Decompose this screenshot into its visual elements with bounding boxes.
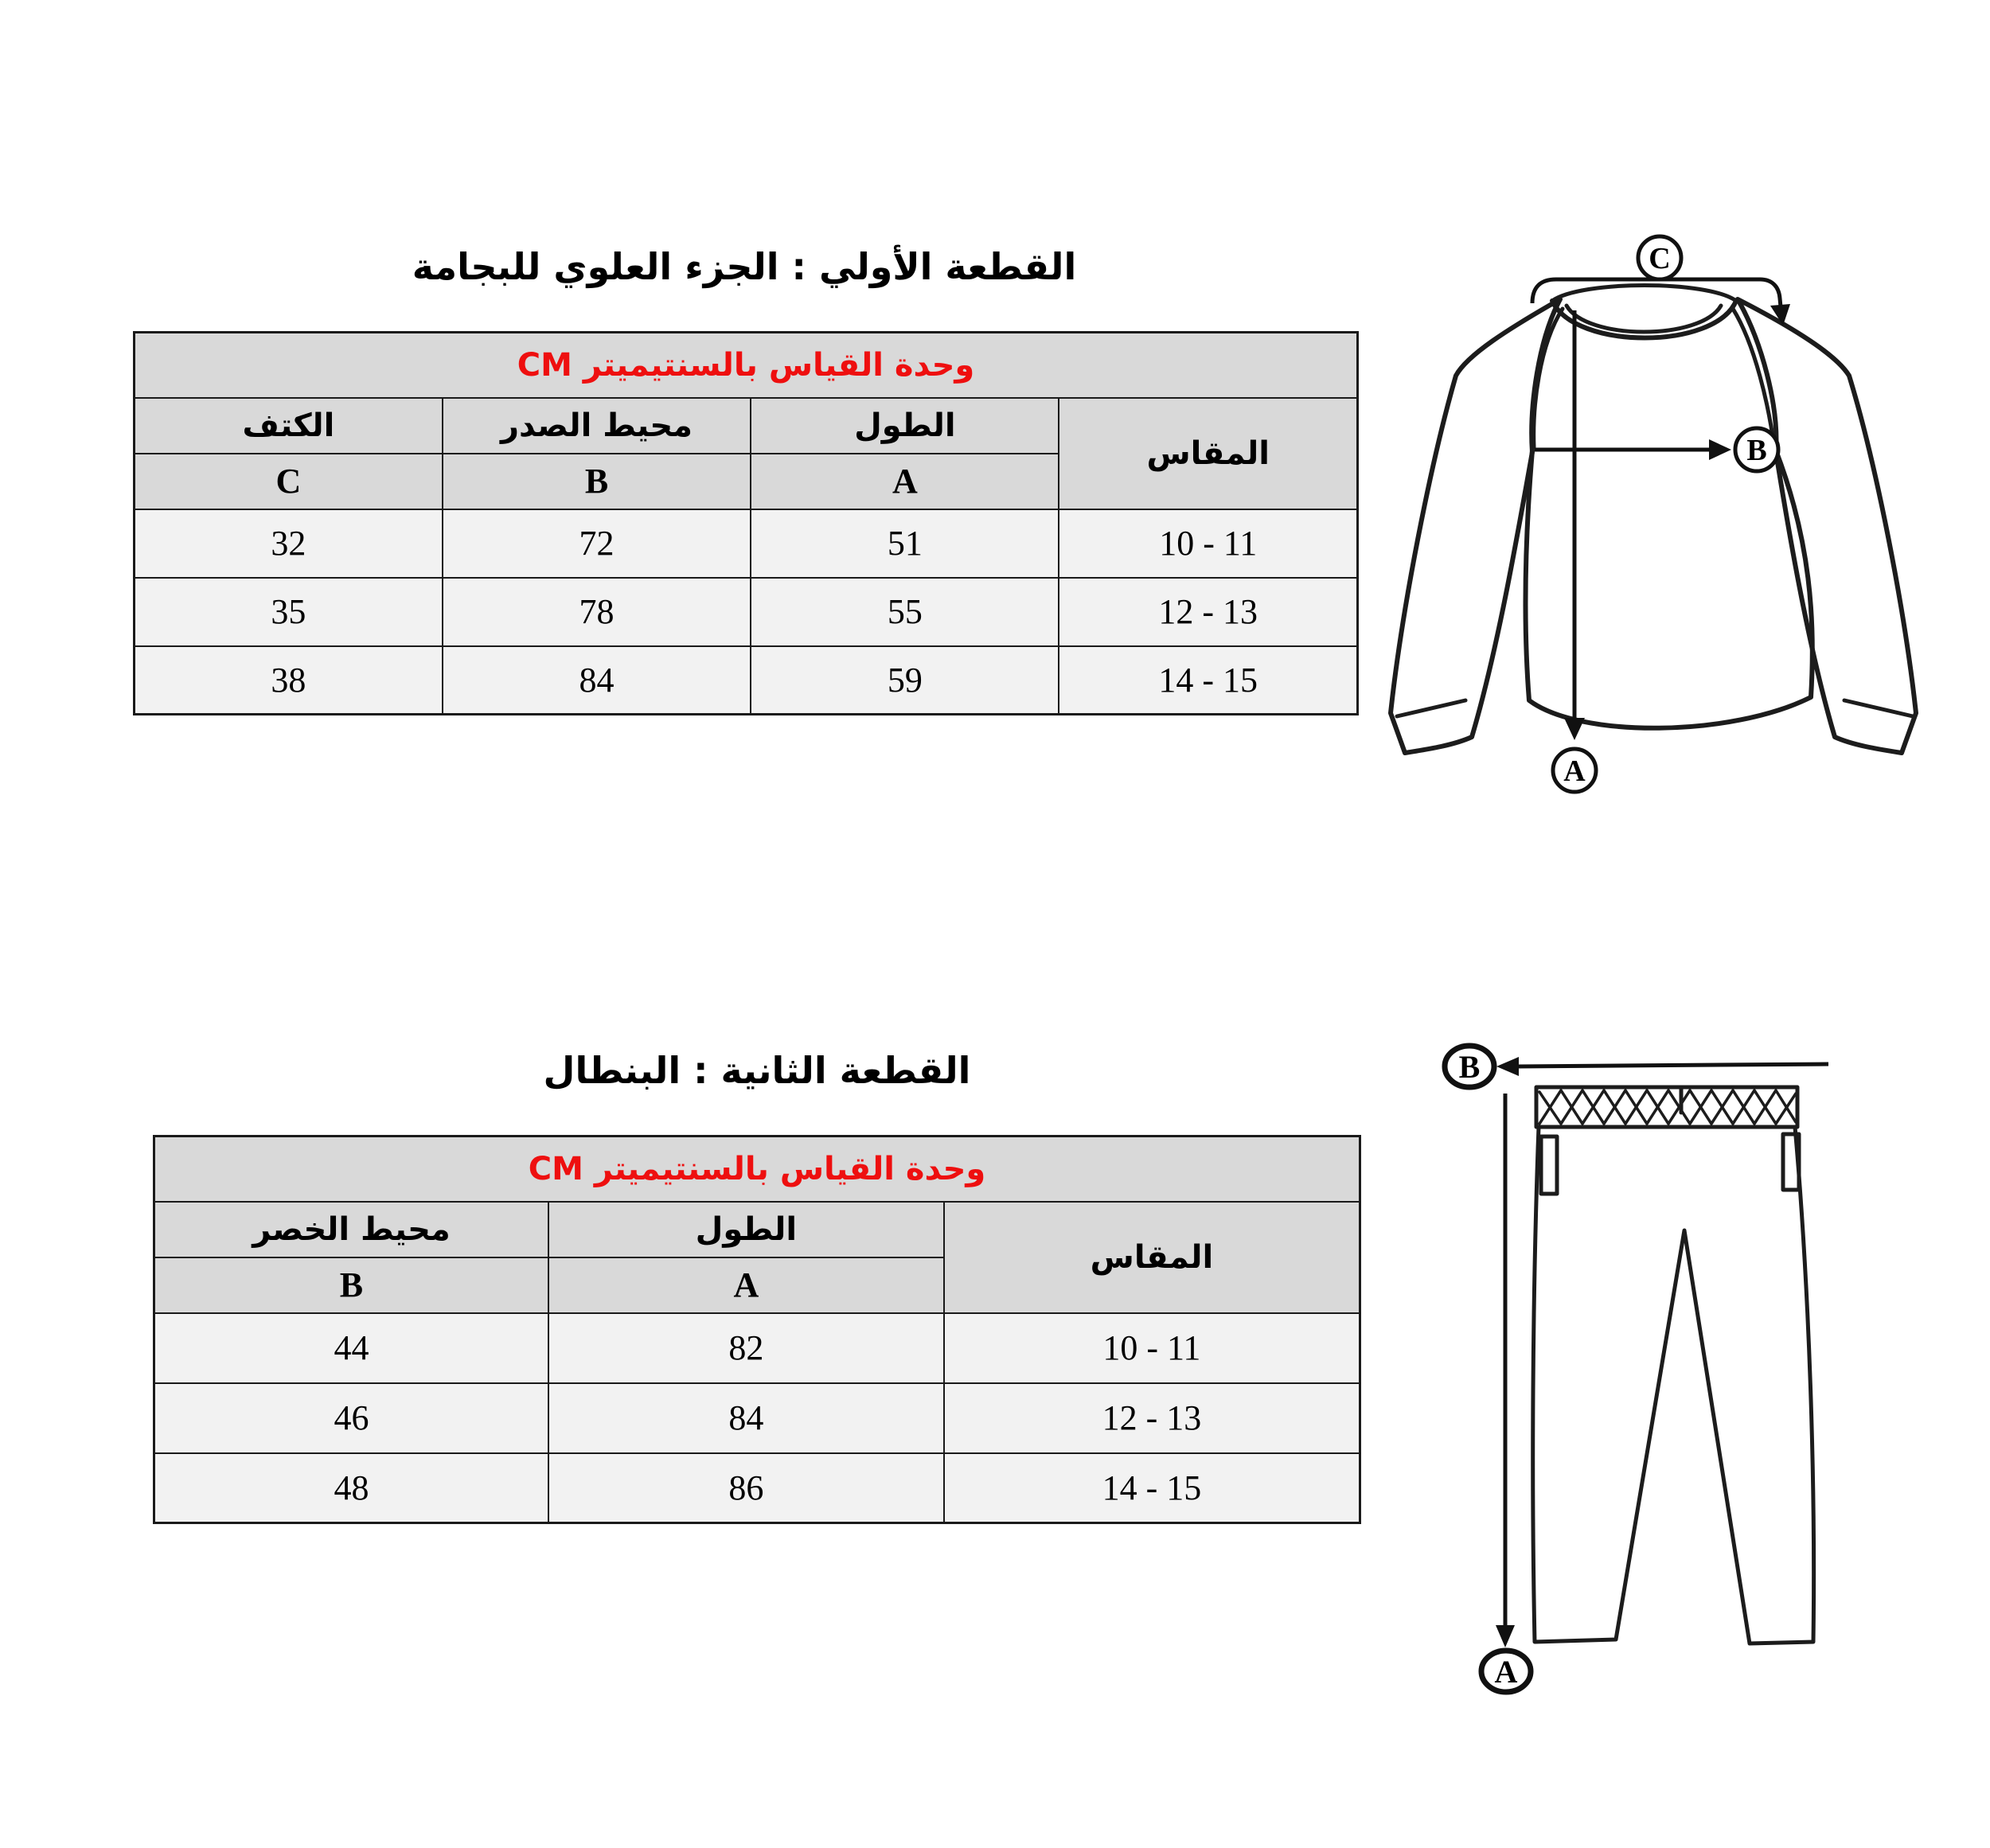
pants-size-3: 14 - 15 [944, 1453, 1360, 1523]
pants-size-2: 12 - 13 [944, 1383, 1360, 1453]
pants-b-2: 46 [154, 1383, 548, 1453]
top-col-chest: محيط الصدر [443, 398, 751, 454]
table-row [154, 1453, 1360, 1523]
shirt-right-sleeve [1738, 299, 1916, 753]
top-size-1: 10 - 11 [1059, 509, 1357, 578]
top-b-2: 78 [443, 578, 751, 646]
table-row [135, 646, 1358, 715]
table-row [154, 1313, 1360, 1383]
top-col-length: الطول [751, 398, 1059, 454]
pants-diagram [1433, 1035, 1942, 1703]
top-a-2: 55 [751, 578, 1059, 646]
pants-a-3: 86 [548, 1453, 944, 1523]
top-letter-b: B [443, 454, 751, 509]
top-col-shoulder: الكتف [135, 398, 443, 454]
a-marker-label: A [1563, 754, 1586, 788]
b-marker-label: B [1746, 434, 1767, 467]
shirt-left-sleeve [1391, 299, 1560, 753]
table-row [135, 509, 1358, 578]
top-letter-c: C [135, 454, 443, 509]
pants-col-size: المقاس [944, 1202, 1360, 1313]
pants-section-title: القطعة الثانية : البنطال [543, 1049, 971, 1092]
top-section-title: القطعة الأولي : الجزء العلوي للبجامة [412, 245, 1077, 288]
top-size-3: 14 - 15 [1059, 646, 1357, 715]
shirt-measure-b [1535, 428, 1778, 471]
pants-col-length: الطول [548, 1202, 944, 1257]
pants-b-3: 48 [154, 1453, 548, 1523]
pants-size-1: 10 - 11 [944, 1313, 1360, 1383]
top-col-size: المقاس [1059, 398, 1357, 509]
table-row [135, 578, 1358, 646]
shirt-diagram [1381, 221, 1938, 814]
a-marker-label: A [1494, 1654, 1518, 1690]
shirt-measure-a [1553, 310, 1596, 792]
pants-size-table [153, 1135, 1361, 1524]
pants-measure-b [1445, 1046, 1828, 1087]
pants-legs [1533, 1127, 1814, 1643]
top-unit-header: وحدة القياس بالسنتيميتر CM [135, 333, 1358, 398]
pants-letter-a: A [548, 1257, 944, 1313]
top-size-table [133, 331, 1359, 715]
pants-unit-header: وحدة القياس بالسنتيميتر CM [154, 1136, 1360, 1202]
b-marker-label: B [1458, 1049, 1481, 1085]
pants-a-2: 84 [548, 1383, 944, 1453]
top-c-1: 32 [135, 509, 443, 578]
pants-col-waist: محيط الخصر [154, 1202, 548, 1257]
top-b-3: 84 [443, 646, 751, 715]
top-size-2: 12 - 13 [1059, 578, 1357, 646]
top-letter-a: A [751, 454, 1059, 509]
shirt-body [1526, 450, 1812, 728]
top-a-1: 51 [751, 509, 1059, 578]
pants-belt-loop-left [1541, 1136, 1557, 1194]
top-a-3: 59 [751, 646, 1059, 715]
top-c-2: 35 [135, 578, 443, 646]
c-marker-label: C [1649, 242, 1671, 275]
pants-letter-b: B [154, 1257, 548, 1313]
pants-b-1: 44 [154, 1313, 548, 1383]
pants-measure-a [1481, 1094, 1531, 1692]
table-row [154, 1383, 1360, 1453]
top-b-1: 72 [443, 509, 751, 578]
top-c-3: 38 [135, 646, 443, 715]
pants-a-1: 82 [548, 1313, 944, 1383]
